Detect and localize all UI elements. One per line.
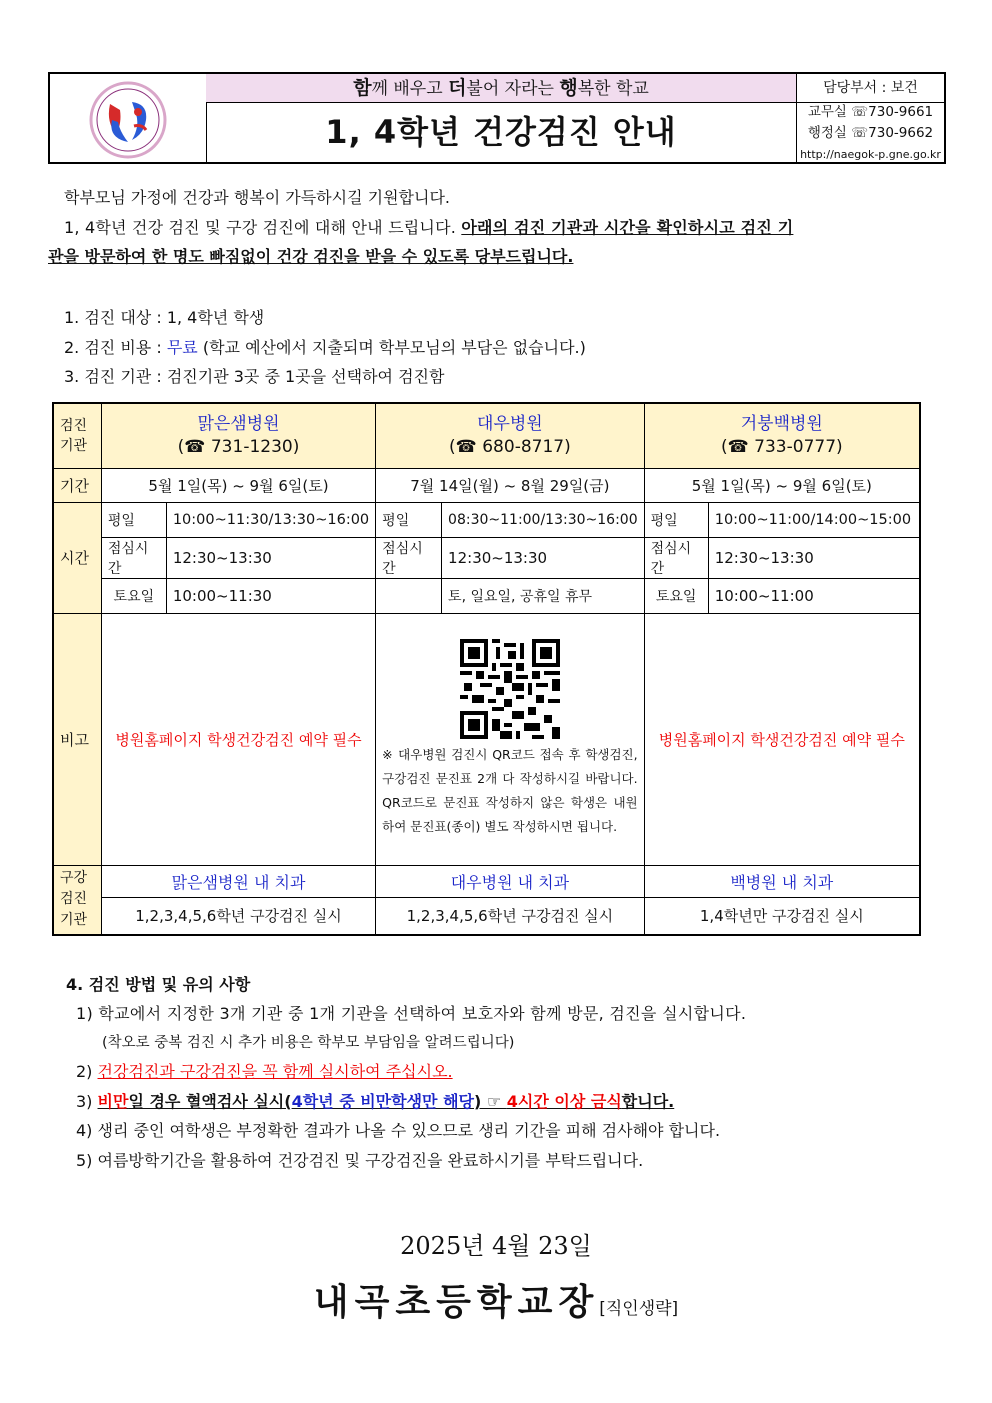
weekday-label: 평일 [376,502,442,537]
school-logo [50,74,207,162]
note-2: ※ 대우병원 검진시 QR코드 접속 후 학생검진, 구강검진 문진표 2개 다 작성하시길 바랍니다. QR코드로 문진표 작성하지 않은 학생은 내원하여 문진표(종이) 별도 작성하시면 됩니다. [376,613,644,865]
lunch-label: 점심시간 [101,537,166,578]
section-4-title: 4. 검진 방법 및 유의 사항 [66,975,251,994]
section-4-item-3: 3) 비만일 경우 혈액검사 실시(4학년 중 비만학생만 해당) ☞ 4시간 이상 금식합니다. [76,1092,675,1111]
table-row [53,613,920,865]
office-phone-1: 교무실 ☏730-9661 [807,104,934,120]
table-row [53,897,920,935]
lunch-label: 점심시간 [644,537,708,578]
greeting: 학부모님 가정에 건강과 행복이 가득하시길 기원합니다. [64,188,451,207]
principal-signature: 내곡초등학교장[직인생략] [313,1282,679,1323]
school-url: http://naegok-p.gne.go.kr [800,148,941,161]
dental-scope-1: 1,2,3,4,5,6학년 구강검진 실시 [101,897,375,935]
table-row [53,502,920,537]
header-time: 시간 [53,502,101,613]
checkup-table [52,402,921,936]
section-4-item-2: 2) 건강검진과 구강검진을 꼭 함께 실시하여 주십시오. [76,1062,453,1081]
table-row [53,578,920,613]
header-institution: 검진 기관 [53,403,101,468]
header-note: 비고 [53,613,101,865]
hospital-1-header: 맑은샘병원 (☎ 731-1230) [101,403,375,468]
office-phone-2: 행정실 ☏730-9662 [807,125,934,141]
weekday-label: 평일 [101,502,166,537]
section-4-item-1-note: (착오로 중복 검진 시 추가 비용은 학부모 부담임을 알려드립니다) [102,1035,515,1051]
lunch-hours-1: 12:30~13:30 [166,537,375,578]
note-1: 병원홈페이지 학생건강검진 예약 필수 [101,613,375,865]
table-row [53,468,920,502]
seal-omitted: [직인생략] [599,1299,679,1319]
table-row [53,865,920,897]
closed-label [376,578,442,613]
saturday-hours-3: 10:00~11:00 [708,578,920,613]
weekday-label: 평일 [644,502,708,537]
period-2: 7월 14일(월) ~ 8월 29일(금) [376,468,644,502]
lunch-label: 점심시간 [376,537,442,578]
lunch-hours-3: 12:30~13:30 [708,537,920,578]
section-4-item-1: 1) 학교에서 지정한 3개 기관 중 1개 기관을 선택하여 보호자와 함께 방문, 검진을 실시합니다. [76,1004,747,1023]
dental-scope-2: 1,2,3,4,5,6학년 구강검진 실시 [376,897,644,935]
page-title: 1, 4학년 건강검진 안내 [206,102,797,162]
intro-line-2: 1, 4학년 건강 검진 및 구강 검진에 대해 안내 드립니다. 아래의 검진 기관과 시간을 확인하시고 검진 기 [64,218,794,237]
period-3: 5월 1일(목) ~ 9월 6일(토) [644,468,920,502]
item-institution: 3. 검진 기관 : 검진기관 3곳 중 1곳을 선택하여 검진함 [64,367,445,386]
lunch-hours-2: 12:30~13:30 [442,537,645,578]
school-slogan: 함께 배우고 더불어 자라는 행복한 학교 [206,74,797,103]
item-cost: 2. 검진 비용 : 무료 (학교 예산에서 지출되며 학부모님의 부담은 없습니다.) [64,338,586,357]
hospital-3-header: 거붕백병원 (☎ 733-0777) [644,403,920,468]
period-1: 5월 1일(목) ~ 9월 6일(토) [101,468,375,502]
school-emblem-icon [50,74,206,162]
header-dental: 구강 검진 기관 [53,865,101,935]
note-3: 병원홈페이지 학생건강검진 예약 필수 [644,613,920,865]
dental-name-3: 백병원 내 치과 [644,865,920,897]
weekday-hours-2: 08:30~11:00/13:30~16:00 [442,502,645,537]
section-4-item-4: 4) 생리 중인 여학생은 부정확한 결과가 나올 수 있으므로 생리 기간을 피해 검사해야 합니다. [76,1121,721,1140]
intro-line-3: 관을 방문하여 한 명도 빠짐없이 건강 검진을 받을 수 있도록 당부드립니다. [48,247,574,266]
closed-days-2: 토, 일요일, 공휴일 휴무 [442,578,645,613]
item-target: 1. 검진 대상 : 1, 4학년 학생 [64,308,265,327]
table-row [53,403,920,468]
section-4-item-5: 5) 여름방학기간을 활용하여 건강검진 및 구강검진을 완료하시기를 부탁드립니다. [76,1151,644,1170]
dental-name-1: 맑은샘병원 내 치과 [101,865,375,897]
issue-date: 2025년 4월 23일 [400,1232,592,1260]
header-period: 기간 [53,468,101,502]
letterhead [48,72,946,164]
weekday-hours-1: 10:00~11:30/13:30~16:00 [166,502,375,537]
saturday-hours-1: 10:00~11:30 [166,578,375,613]
saturday-label: 토요일 [101,578,166,613]
hospital-2-header: 대우병원 (☎ 680-8717) [376,403,644,468]
contact-info [797,102,944,165]
dental-name-2: 대우병원 내 치과 [376,865,644,897]
weekday-hours-3: 10:00~11:00/14:00~15:00 [708,502,920,537]
department: 담당부서 : 보건 [797,74,944,103]
table-row [53,537,920,578]
dental-scope-3: 1,4학년만 구강검진 실시 [644,897,920,935]
qr-code-icon[interactable] [460,639,560,739]
saturday-label: 토요일 [644,578,708,613]
